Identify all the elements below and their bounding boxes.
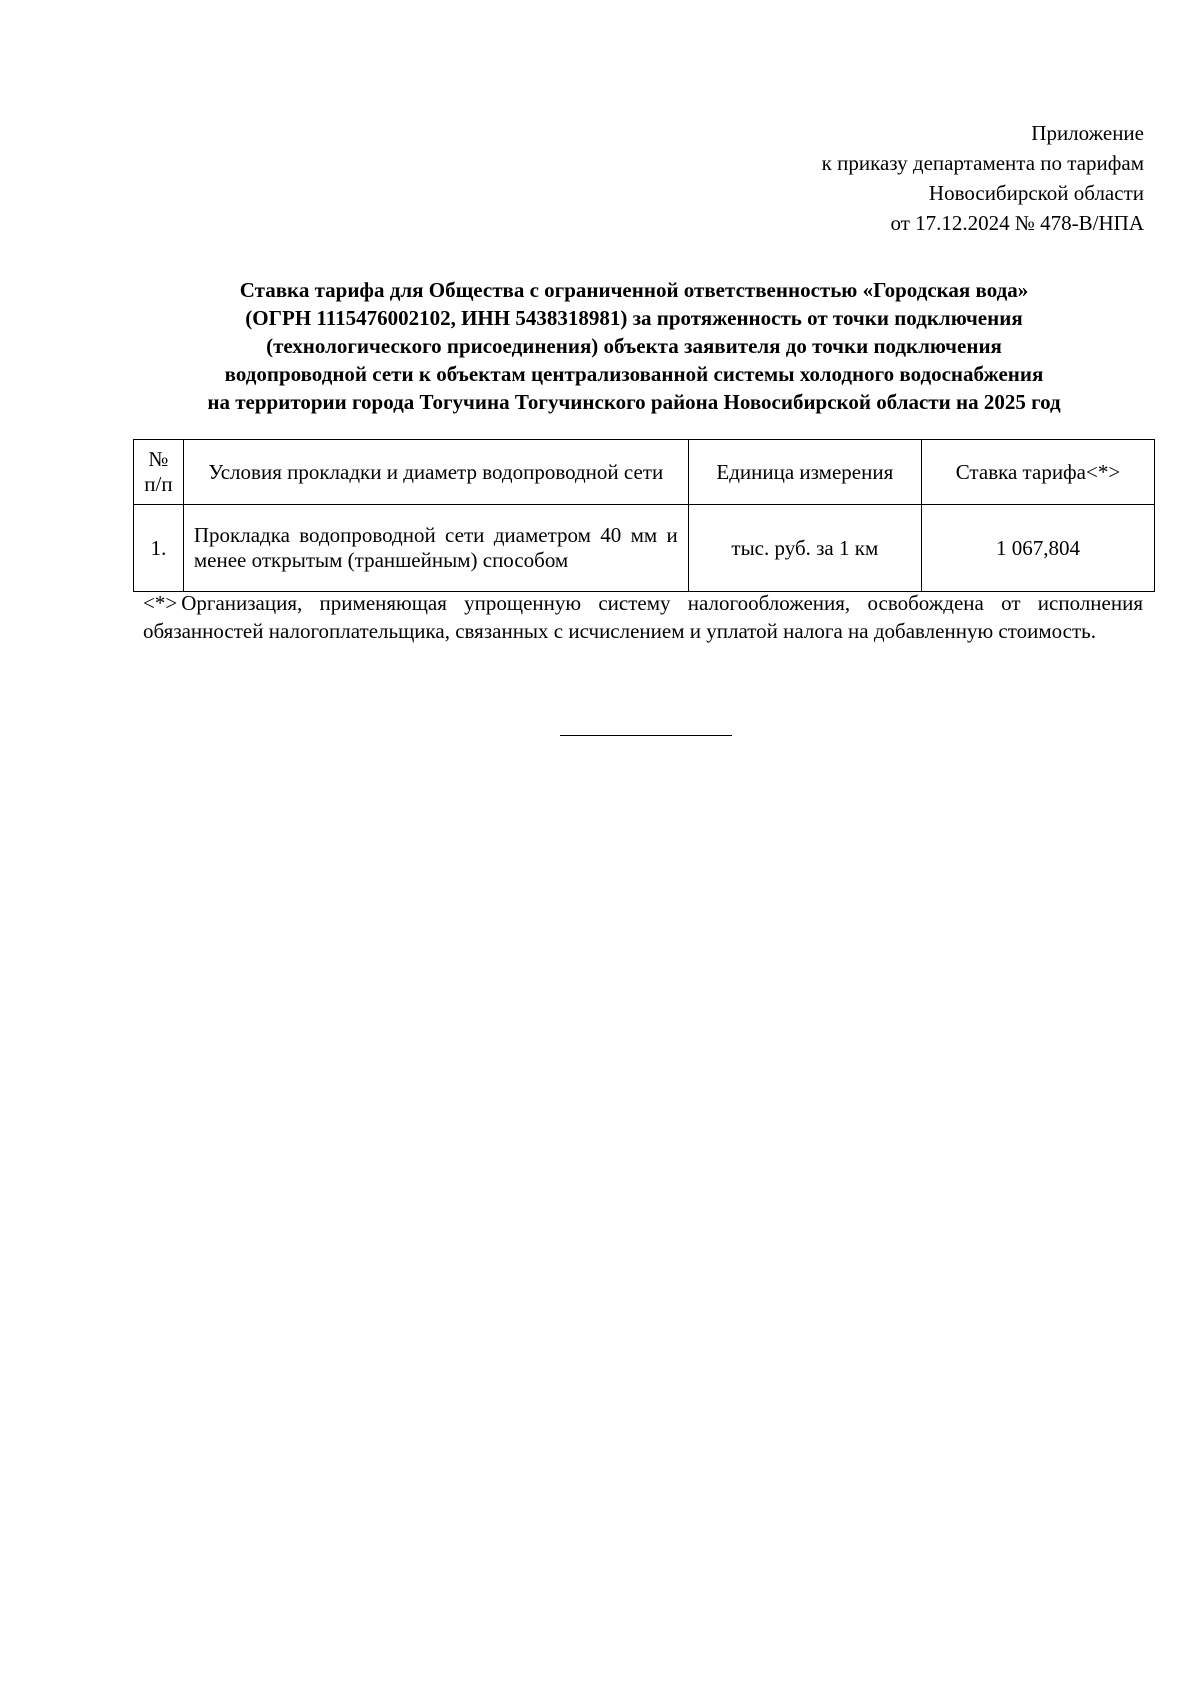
header-conditions: Условия прокладки и диаметр водопроводной сети bbox=[183, 440, 688, 505]
footnote bbox=[143, 589, 1143, 645]
table-row bbox=[134, 505, 1155, 592]
document-title bbox=[136, 276, 1132, 416]
appendix-block bbox=[584, 118, 1144, 238]
table-header-row bbox=[134, 440, 1155, 505]
footnote-marker: <*> bbox=[143, 591, 178, 615]
closing-rule bbox=[560, 735, 732, 736]
footnote-text: Организация, применяющая упрощенную систему налогообложения, освобождена от исполнения обязанностей налогоплательщика, связанных с исчислением и уплатой налога на добавленную стоимость. bbox=[143, 591, 1143, 643]
appendix-date-number: от 17.12.2024 № 478-В/НПА bbox=[890, 211, 1144, 235]
title-line: водопроводной сети к объектам централизованной системы холодного водоснабжения bbox=[224, 362, 1044, 386]
title-line: на территории города Тогучина Тогучинского района Новосибирской области на 2025 год bbox=[207, 390, 1061, 414]
cell-conditions: Прокладка водопроводной сети диаметром 40 мм и менее открытым (траншейным) способом bbox=[183, 505, 688, 592]
cell-rate: 1 067,804 bbox=[921, 505, 1154, 592]
title-line: (ОГРН 1115476002102, ИНН 5438318981) за протяженность от точки подключения bbox=[245, 306, 1023, 330]
tariff-table bbox=[133, 439, 1155, 592]
appendix-region: Новосибирской области bbox=[928, 181, 1144, 205]
title-line: Ставка тарифа для Общества с ограниченной ответственностью «Городская вода» bbox=[239, 278, 1029, 302]
cell-number: 1. bbox=[134, 505, 184, 592]
cell-unit: тыс. руб. за 1 км bbox=[688, 505, 921, 592]
appendix-label: Приложение bbox=[1031, 121, 1144, 145]
appendix-order-ref: к приказу департамента по тарифам bbox=[821, 151, 1144, 175]
title-line: (технологического присоединения) объекта заявителя до точки подключения bbox=[266, 334, 1002, 358]
header-unit: Единица измерения bbox=[688, 440, 921, 505]
header-rate: Ставка тарифа<*> bbox=[921, 440, 1154, 505]
header-number: № п/п bbox=[134, 440, 184, 505]
